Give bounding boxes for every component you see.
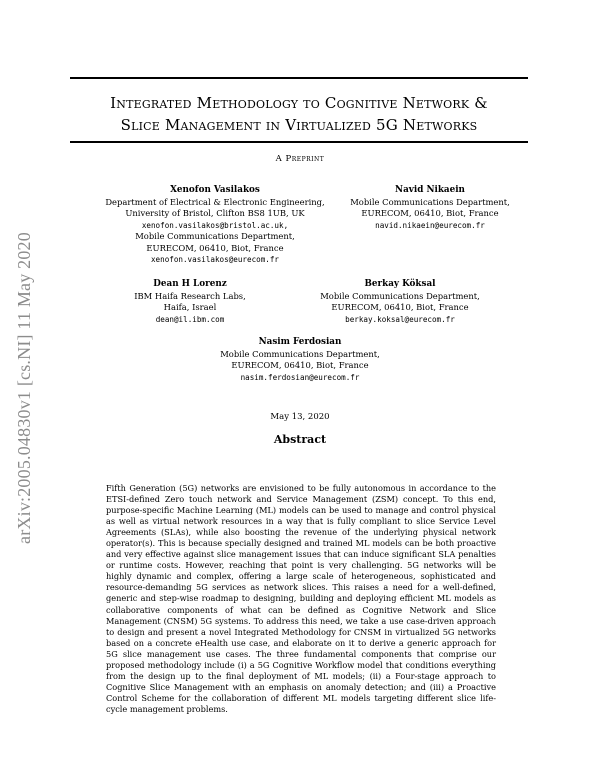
publication-date: May 13, 2020	[270, 412, 330, 422]
author-affiliation-line: EURECOM, 06410, Biot, France	[231, 360, 369, 370]
author-email[interactable]: navid.nikaein@eurecom.fr	[375, 220, 485, 230]
arxiv-identifier[interactable]: arXiv:2005.04830v1 [cs.NI] 11 May 2020	[14, 232, 34, 544]
author-email[interactable]: nasim.ferdosian@eurecom.fr	[240, 372, 360, 382]
author-name: Nasim Ferdosian	[258, 337, 342, 347]
author-name: Dean H Lorenz	[153, 279, 227, 289]
author-name: Berkay Köksal	[364, 279, 436, 289]
author-affiliation-line: Mobile Communications Department,	[135, 231, 295, 241]
abstract-body: Fifth Generation (5G) networks are envisioned to be fully autonomous in accordance to the ETSI-defined Zero touch network and Service Management (ZSM) concept. To this end, purpose-specific Machine Learning (ML) models can be used to manage and control physical as well as virtual network resources in a way that is fully compliant to slice Service Level Agreements (SLAs), while also boosting the revenue of the underlying physical network operator(s). This is because specially designed and trained ML models can be both proactive and very effective against slice management issues that can induce significant SLA penalties or runtime costs. However, reaching that point is very challenging. 5G networks will be highly dynamic and complex, offering a large scale of heterogeneous, sophisticated and resource-demanding 5G services as network slices. This raises a need for a well-defined, generic and step-wise roadmap to designing, building and deploying efficient ML models as collaborative components of what can be defined as Cognitive Network and Slice Management (CNSM) 5G systems. To address this need, we take a use case-driven approach to design and present a novel Integrated Methodology for CNSM in virtualized 5G networks based on a concrete eHealth use case, and elaborate on it to derive a generic approach for 5G slice management use cases. The three fundamental components that comprise our proposed methodology include (i) a 5G Cognitive Workflow model that conditions everything from the design up to the final deployment of ML models; (ii) a Four-stage approach to Cognitive Slice Management with an emphasis on anomaly detection; and (iii) a Proactive Control Scheme for the collaboration of different ML models targeting different slice life-cycle management problems.	[106, 483, 496, 714]
author-affiliation-line: EURECOM, 06410, Biot, France	[331, 302, 469, 312]
author-affiliation-line: IBM Haifa Research Labs,	[134, 290, 246, 301]
author-affiliation-line: EURECOM, 06410, Biot, France	[146, 242, 284, 253]
author-block-nikaein	[330, 185, 530, 231]
title-top-rule	[70, 77, 528, 79]
author-email[interactable]: xenofon.vasilakos@bristol.ac.uk,	[141, 220, 289, 230]
author-block-koksal	[300, 279, 500, 325]
author-block-vasilakos	[80, 185, 350, 266]
title-line-1: Integrated Methodology to Cognitive Network &	[110, 94, 488, 112]
author-email[interactable]: xenofon.vasilakos@eurecom.fr	[150, 255, 279, 264]
preprint-label: A Preprint	[275, 154, 325, 164]
author-email[interactable]: berkay.koksal@eurecom.fr	[345, 314, 455, 324]
author-email[interactable]: dean@il.ibm.com	[155, 314, 225, 324]
author-name: Navid Nikaein	[395, 185, 465, 195]
author-affiliation-line: EURECOM, 06410, Biot, France	[361, 208, 499, 218]
author-affiliation-line: Mobile Communications Department,	[350, 196, 510, 207]
author-affiliation-line: University of Bristol, Clifton BS8 1UB, UK	[125, 208, 305, 218]
author-affiliation-line: Department of Electrical & Electronic Engineering,	[105, 196, 325, 207]
abstract-heading: Abstract	[273, 433, 327, 446]
paper-title	[70, 92, 528, 136]
author-block-ferdosian	[200, 337, 400, 383]
author-affiliation-line: Mobile Communications Department,	[220, 348, 380, 359]
author-affiliation-line: Mobile Communications Department,	[320, 290, 480, 301]
author-block-lorenz	[110, 279, 270, 325]
arxiv-sidebar-stamp	[4, 208, 44, 568]
title-line-2: Slice Management in Virtualized 5G Networks	[120, 116, 478, 134]
title-bottom-rule	[70, 141, 528, 143]
author-name: Xenofon Vasilakos	[170, 185, 260, 195]
author-affiliation-line: Haifa, Israel	[163, 302, 217, 312]
